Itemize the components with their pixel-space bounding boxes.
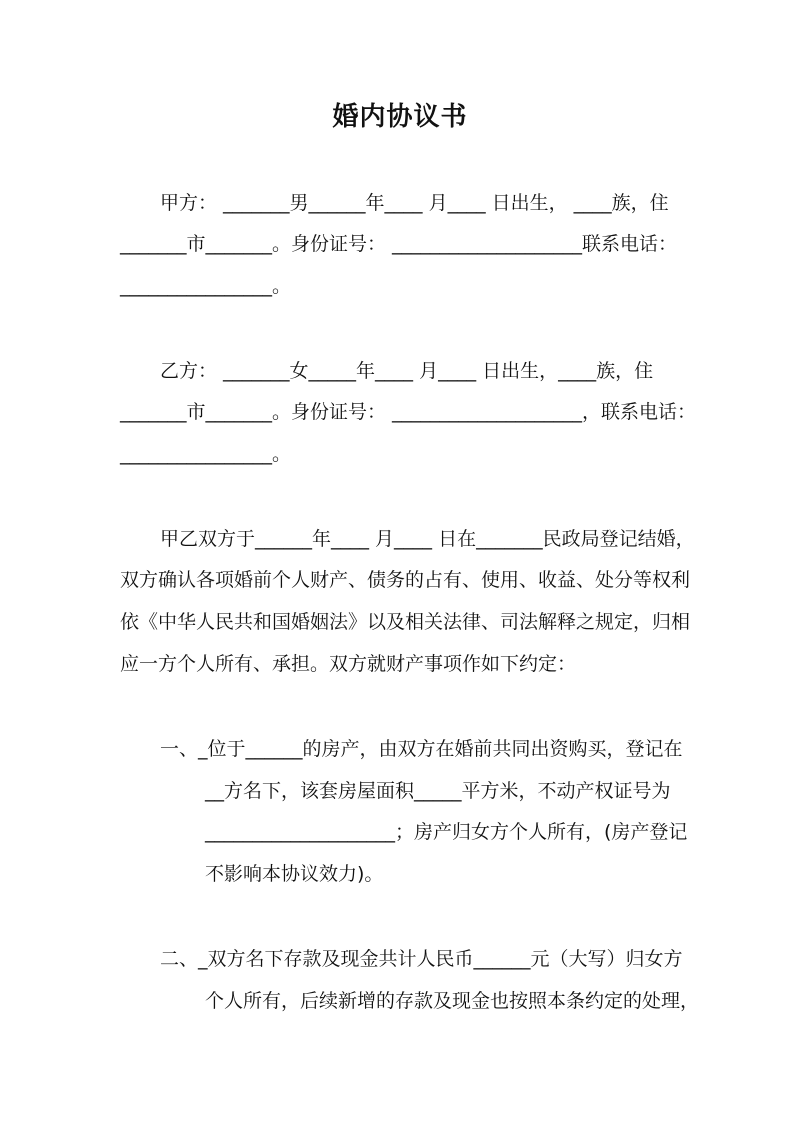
clause-2-line-2: 个人所有，后续新增的存款及现金也按照本条约定的处理， (205, 990, 700, 1012)
party-a-line-1: 甲方： _______男______年____ 月____ 日出生， ____族，住 (160, 192, 669, 214)
clause-1-line-4: 不影响本协议效力)。 (205, 863, 384, 885)
preamble-line-1: 甲乙双方于______年____ 月____ 日在_______民政局登记结婚， (160, 528, 695, 550)
party-a-line-2: _______市_______。身份证号： ____________________联系电话： (120, 233, 678, 255)
preamble-line-3: 依《中华人民共和国婚姻法》以及相关法律、司法解释之规定，归相 (120, 611, 691, 633)
clause-2-line-1: 二、_双方名下存款及现金共计人民币______元（大写）归女方 (160, 948, 683, 970)
preamble-line-4: 应一方个人所有、承担。双方就财产事项作如下约定： (120, 653, 577, 675)
party-b-line-1: 乙方： _______女_____年____ 月____ 日出生，____族，住 (160, 360, 654, 382)
party-b-line-2: _______市_______。身份证号： ____________________，联系电话： (120, 401, 697, 423)
party-a-line-3: ________________。 (120, 275, 292, 297)
clause-1-line-1: 一、_位于______的房产，由双方在婚前共同出资购买，登记在 (160, 738, 683, 760)
document-title: 婚内协议书 (332, 102, 468, 132)
party-b-line-3: ________________。 (120, 443, 292, 465)
clause-1-line-2: __方名下，该套房屋面积_____平方米，不动产权证号为 (205, 780, 671, 802)
preamble-line-2: 双方确认各项婚前个人财产、债务的占有、使用、收益、处分等权利 (120, 569, 691, 591)
clause-1-line-3: ____________________；房产归女方个人所有，(房产登记 (205, 821, 688, 843)
